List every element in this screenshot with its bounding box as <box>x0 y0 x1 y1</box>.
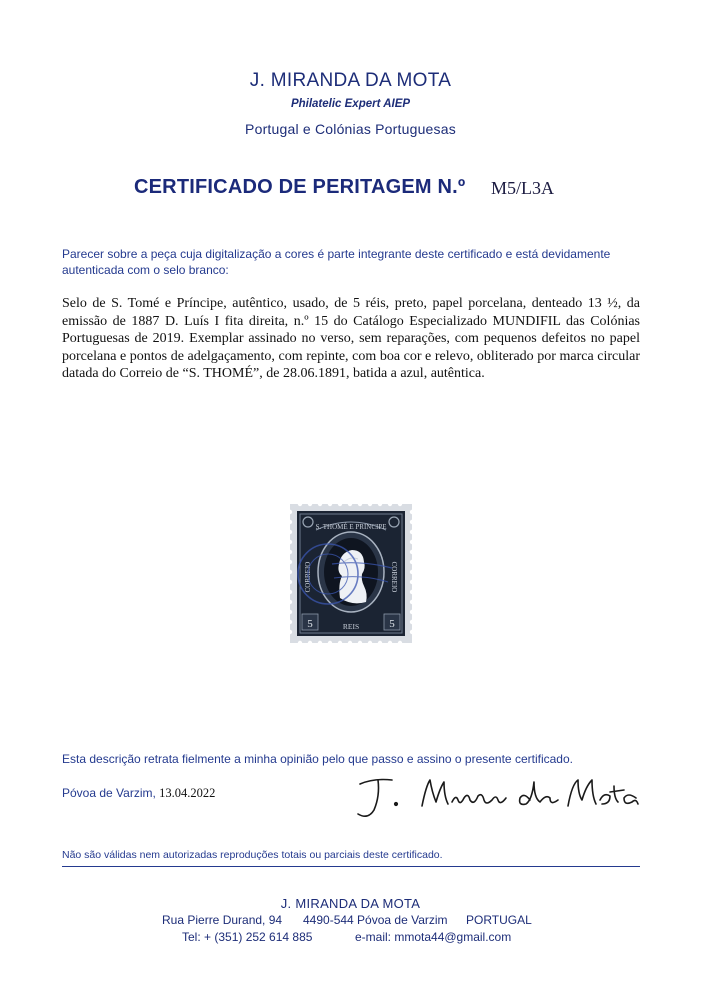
footer-divider <box>62 866 640 867</box>
expert-subtitle: Philatelic Expert AIEP <box>290 98 411 110</box>
certificate-number: M5/L3A <box>491 178 554 198</box>
attestation-statement: Esta descrição retrata fielmente a minha opinião pelo que passo e assino o presente certificado. <box>62 752 573 766</box>
stamp-image <box>288 502 414 645</box>
footer-postal: 4490-544 Póvoa de Varzim <box>303 913 448 927</box>
footer-phone: Tel: + (351) 252 614 885 <box>182 930 313 944</box>
place-date <box>62 786 215 801</box>
stamp-right-text: CORREIO <box>390 561 398 593</box>
stamp-description: Selo de S. Tomé e Príncipe, autêntico, usado, de 5 réis, preto, papel porcelana, denteado 13 ½, da emissão de 1887 D. Luís I fita direita, n.º 15 do Catálogo Especializado MUNDIFIL das Colónias Portuguesas de 2019. Exemplar assinado no verso, sem reparações, com pequenos defeitos no papel porcelana e pontos de adelgaçamento, com repinte, com boa cor e relevo, obliterado por marca circular datada do Correio de “S. THOMÉ”, de 28.06.1891, batida a azul, autêntica. <box>62 296 640 381</box>
expert-name: J. MIRANDA DA MOTA <box>249 70 452 91</box>
stamp-bottom-text: REIS <box>342 622 360 631</box>
place-text: Póvoa de Varzim, <box>62 786 156 800</box>
disclaimer-text: Não são válidas nem autorizadas reproduções totais ou parciais deste certificado. <box>62 849 443 861</box>
footer-email[interactable]: e-mail: mmota44@gmail.com <box>355 930 512 944</box>
date-text: 13.04.2022 <box>159 786 216 800</box>
stamp-top-text: S. THOMÉ E PRINCIPE <box>315 523 387 531</box>
footer-country: PORTUGAL <box>466 913 532 927</box>
stamp-value-left: 5 <box>307 618 313 630</box>
stamp-left-text: CORREIO <box>304 561 312 593</box>
footer-street: Rua Pierre Durand, 94 <box>162 913 283 927</box>
stamp-value-right: 5 <box>389 618 395 630</box>
footer-name: J. MIRANDA DA MOTA <box>280 896 421 911</box>
handwritten-signature <box>352 766 642 826</box>
intro-paragraph: Parecer sobre a peça cuja digitalização a cores é parte integrante deste certificado e está devidamente autenticada com o selo branco: <box>62 247 611 277</box>
certificate-title: CERTIFICADO DE PERITAGEM N.º <box>134 176 466 198</box>
expert-region: Portugal e Colónias Portuguesas <box>245 121 456 137</box>
